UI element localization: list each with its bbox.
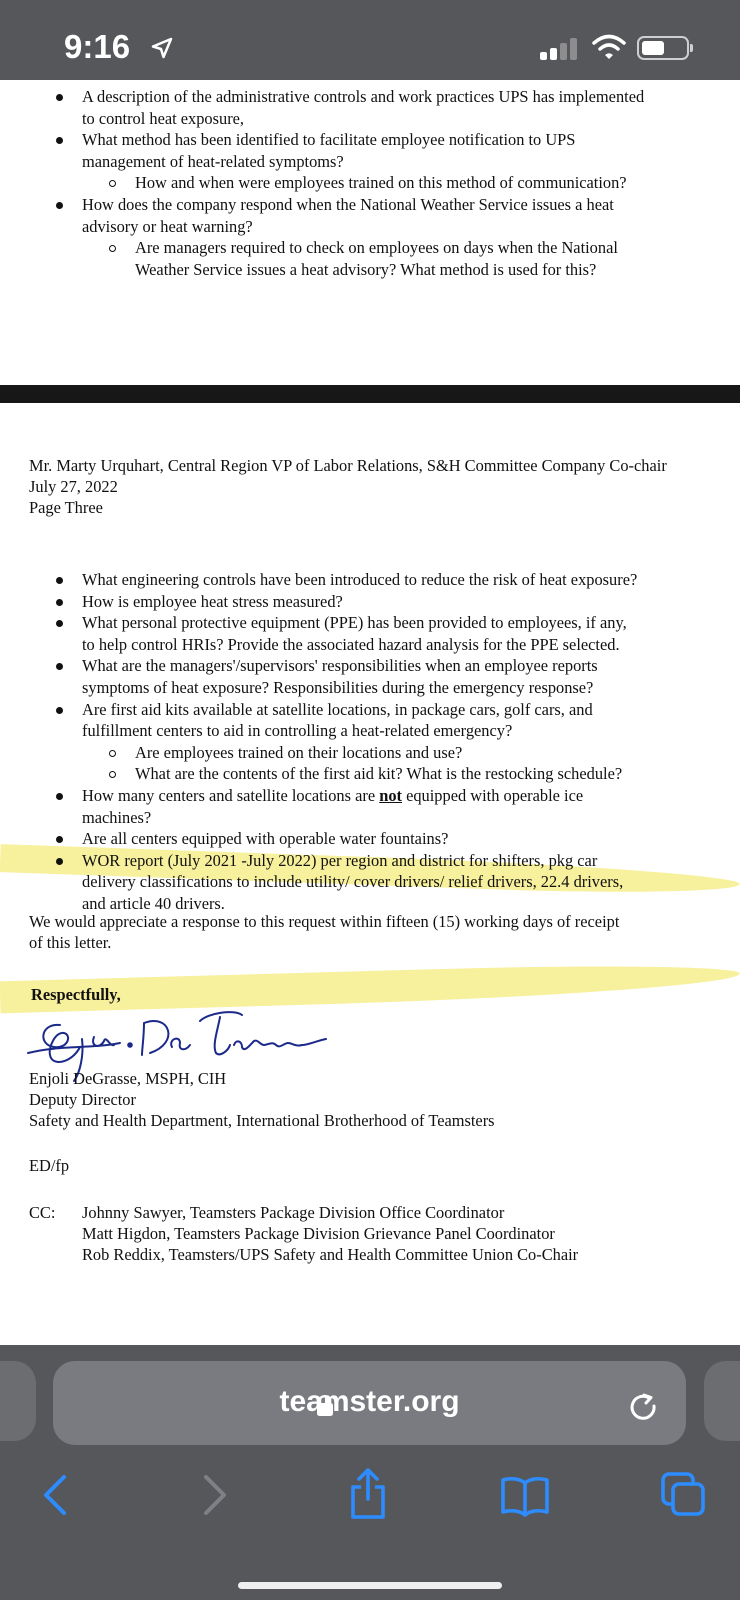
list-item-line: A description of the administrative controls and work practices UPS has implemented bbox=[82, 87, 645, 106]
tabs-icon[interactable] bbox=[660, 1471, 706, 1517]
wifi-icon bbox=[592, 34, 626, 60]
list-item-line: How does the company respond when the National Weather Service issues a heat bbox=[82, 195, 614, 214]
bullet-dot bbox=[56, 620, 63, 627]
document-page-2 bbox=[0, 403, 740, 1345]
list-item-line: What are the managers'/supervisors' responsibilities when an employee reports bbox=[82, 656, 598, 676]
document-page-1 bbox=[0, 80, 740, 385]
bookmarks-icon[interactable] bbox=[500, 1475, 550, 1517]
page-separator bbox=[0, 385, 740, 403]
back-icon[interactable] bbox=[40, 1473, 70, 1517]
bullet-dot bbox=[56, 663, 63, 670]
location-arrow-icon bbox=[150, 36, 174, 60]
initials: ED/fp bbox=[29, 1156, 70, 1175]
share-icon[interactable] bbox=[348, 1467, 388, 1521]
list-item-line: Are first aid kits available at satellite locations, in package cars, golf cars, and bbox=[82, 699, 593, 719]
signal-icon bbox=[540, 38, 580, 60]
cc-recipient: Matt Higdon, Teamsters Package Division Grievance Panel Coordinator bbox=[82, 1224, 555, 1243]
bullet-dot bbox=[56, 836, 63, 843]
list-item-line: fulfillment centers to aid in controlling a heat-related emergency? bbox=[82, 721, 513, 741]
bullet-dot bbox=[56, 577, 63, 584]
previous-tab-preview[interactable] bbox=[0, 1361, 36, 1441]
reload-icon[interactable] bbox=[627, 1391, 661, 1425]
sub-list-item-line: Are employees trained on their locations and use? bbox=[135, 742, 463, 762]
signer-title: Deputy Director bbox=[29, 1090, 136, 1109]
bullet-dot bbox=[56, 202, 63, 209]
signer-department: Safety and Health Department, International Brotherhood of Teamsters bbox=[29, 1111, 495, 1130]
list-item-line: machines? bbox=[82, 807, 152, 827]
emphasis-text: not bbox=[379, 786, 402, 805]
list-item-line: to control heat exposure, bbox=[82, 108, 245, 128]
cc-label: CC: bbox=[29, 1203, 56, 1222]
bullet-dot bbox=[56, 707, 63, 714]
home-indicator[interactable] bbox=[238, 1582, 502, 1589]
list-item-line: advisory or heat warning? bbox=[82, 216, 253, 236]
sub-list-item-line: Weather Service issues a heat advisory? What method is used for this? bbox=[135, 259, 597, 279]
list-item-line: How is employee heat stress measured? bbox=[82, 591, 343, 611]
closing-paragraph-line-2: of this letter. bbox=[29, 933, 112, 952]
list-item-line: How many centers and satellite locations are not equipped with operable ice bbox=[82, 786, 584, 805]
list-item-line: What method has been identified to facilitate employee notification to UPS bbox=[82, 130, 576, 150]
sub-bullet-circle bbox=[109, 750, 116, 757]
status-bar bbox=[0, 0, 740, 92]
closing-paragraph-line-1: We would appreciate a response to this request within fifteen (15) working days of receipt bbox=[29, 912, 620, 931]
list-item-line: WOR report (July 2021 -July 2022) per region and district for shifters, pkg car bbox=[82, 850, 598, 870]
bullet-dot bbox=[56, 94, 63, 101]
bullet-dot bbox=[56, 137, 63, 144]
page-label: Page Three bbox=[29, 498, 103, 517]
address-bar-url: teamster.org bbox=[279, 1385, 460, 1418]
bullet-dot bbox=[56, 599, 63, 606]
list-item-line: What personal protective equipment (PPE) has been provided to employees, if any, bbox=[82, 613, 627, 633]
bullet-dot bbox=[56, 858, 63, 865]
cc-recipient: Johnny Sawyer, Teamsters Package Division Office Coordinator bbox=[82, 1203, 505, 1222]
battery-icon bbox=[637, 36, 689, 60]
sub-bullet-circle bbox=[109, 771, 116, 778]
address-bar[interactable] bbox=[53, 1361, 686, 1445]
sub-list-item-line: How and when were employees trained on this method of communication? bbox=[135, 173, 627, 193]
list-item-line: management of heat-related symptoms? bbox=[82, 151, 344, 171]
cc-recipient: Rob Reddix, Teamsters/UPS Safety and Health Committee Union Co-Chair bbox=[82, 1245, 579, 1264]
status-time: 9:16 bbox=[64, 28, 131, 65]
recipient-line: Mr. Marty Urquhart, Central Region VP of Labor Relations, S&H Committee Company Co-chair bbox=[29, 456, 667, 475]
salutation: Respectfully, bbox=[31, 985, 121, 1004]
letter-date: July 27, 2022 bbox=[29, 477, 118, 496]
list-item-line: symptoms of heat exposure? Responsibilities during the emergency response? bbox=[82, 678, 594, 697]
sub-bullet-circle bbox=[109, 245, 116, 252]
sub-list-item-line: Are managers required to check on employees on days when the National bbox=[135, 238, 618, 258]
bullet-dot bbox=[56, 793, 63, 800]
browser-toolbar bbox=[0, 1345, 740, 1600]
forward-icon[interactable] bbox=[200, 1473, 230, 1517]
signer-name: Enjoli DeGrasse, MSPH, CIH bbox=[29, 1069, 227, 1088]
list-item-line: to help control HRIs? Provide the associated hazard analysis for the PPE selected. bbox=[82, 634, 620, 654]
list-item-line: What engineering controls have been introduced to reduce the risk of heat exposure? bbox=[82, 570, 638, 589]
sub-list-item-line: What are the contents of the first aid kit? What is the restocking schedule? bbox=[135, 764, 623, 784]
sub-bullet-circle bbox=[109, 180, 116, 187]
list-item-line: Are all centers equipped with operable water fountains? bbox=[82, 829, 449, 849]
list-item-line: delivery classifications to include utility/ cover drivers/ relief drivers, 22.4 drivers, bbox=[82, 872, 624, 892]
next-tab-preview[interactable] bbox=[704, 1361, 740, 1441]
list-item-line: and article 40 drivers. bbox=[82, 894, 225, 913]
